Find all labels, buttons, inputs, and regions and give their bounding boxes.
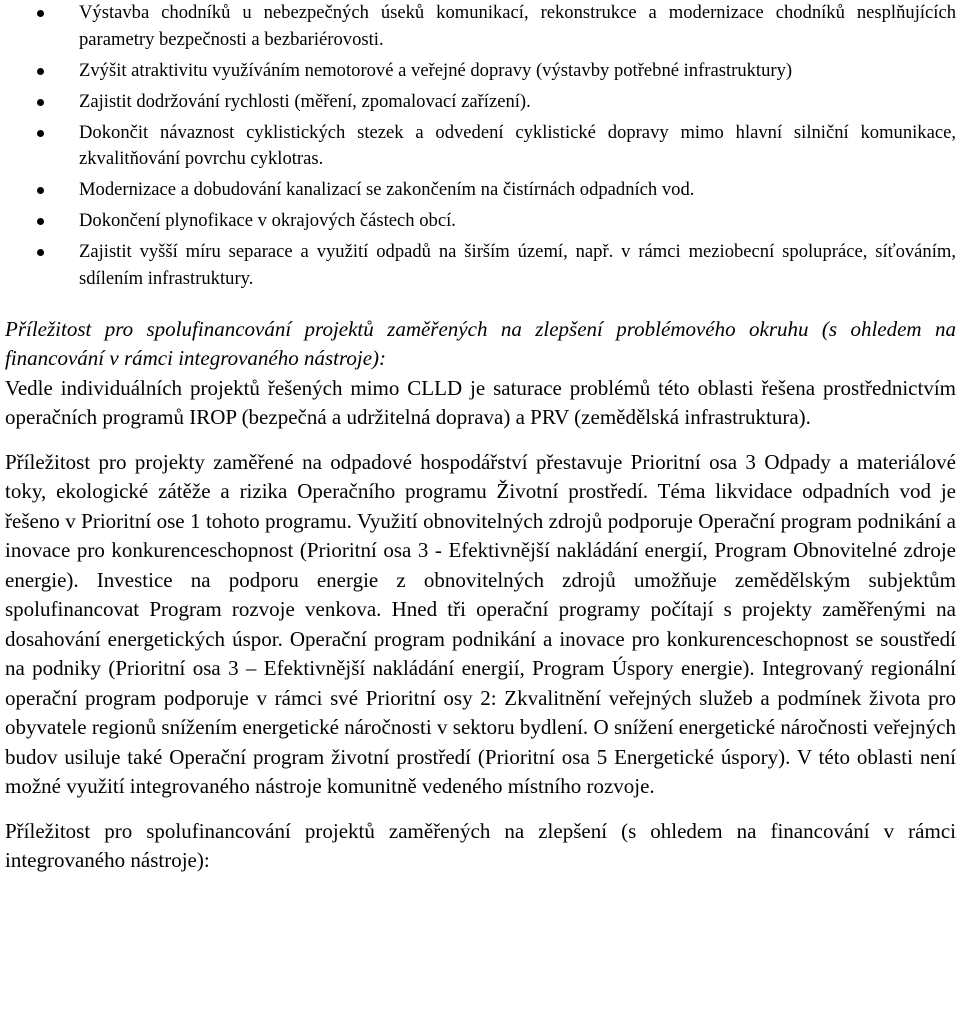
list-item xyxy=(5,58,956,85)
bullet-icon xyxy=(37,99,44,106)
bullet-icon xyxy=(37,10,44,17)
list-item xyxy=(5,120,956,173)
list-item xyxy=(5,177,956,204)
list-item xyxy=(5,0,956,53)
bullet-list xyxy=(5,0,956,292)
list-item-text: Zvýšit atraktivitu využíváním nemotorové a veřejné dopravy (výstavby potřebné infrastruktury) xyxy=(79,59,793,81)
list-item-text: Modernizace a dobudování kanalizací se zakončením na čistírnách odpadních vod. xyxy=(79,179,695,200)
list-item-text: Dokončení plynofikace v okrajových částech obcí. xyxy=(79,210,456,231)
section-waste-energy xyxy=(5,448,956,802)
section-body: Příležitost pro projekty zaměřené na odpadové hospodářství přestavuje Prioritní osa 3 Odpady a materiálové toky, ekologické zátěže a rizika Operačního programu Životní prostředí. Téma likvidace odpadních vod je řešeno v Prioritní ose 1 tohoto programu. Využití obnovitelných zdrojů podporuje Operační program podnikání a inovace pro konkurenceschopnost (Prioritní osa 3 - Efektivnější nakládání energií, Program Obnovitelné zdroje energie). Investice na podporu energie z obnovitelných zdrojů umožňuje zemědělským subjektům spolufinancovat Program rozvoje venkova. Hned tři operační programy počítají s projekty zaměřenými na dosahování energetických úspor. Operační program podnikání a inovace pro konkurenceschopnost se soustředí na podniky (Prioritní osa 3 – Efektivnější nakládání energií, Program Úspory energie). Integrovaný regionální operační program podporuje v rámci své Prioritní osy 2: Zkvalitnění veřejných služeb a podmínek života pro obyvatele regionů snížením energetické náročnosti v sektoru bydlení. O snížení energetické náročnosti veřejných budov usiluje také Operační program životní prostředí (Prioritní osa 5 Energetické úspory). V této oblasti není možné využití integrovaného nástroje komunitně vedeného místního rozvoje. xyxy=(5,449,956,798)
list-item-text: Zajistit vyšší míru separace a využití odpadů na širším území, např. v rámci meziobecní spolupráce, síťováním, sdílením infrastruktury. xyxy=(79,241,956,289)
list-item xyxy=(5,89,956,116)
list-item xyxy=(5,208,956,235)
list-item-text: Dokončit návaznost cyklistických stezek a odvedení cyklistické dopravy mimo hlavní silniční komunikace, zkvalitňování povrchu cyklotras. xyxy=(79,121,956,169)
section-body: Příležitost pro spolufinancování projektů zaměřených na zlepšení (s ohledem na financování v rámci integrovaného nástroje): xyxy=(5,818,956,872)
list-item xyxy=(5,239,956,292)
section-opportunity-cofinancing xyxy=(5,315,956,433)
bullet-icon xyxy=(37,187,44,194)
bullet-icon xyxy=(37,218,44,225)
document-page xyxy=(5,0,956,876)
section-opportunity-improvement xyxy=(5,817,956,876)
bullet-icon xyxy=(37,249,44,256)
list-item-text: Výstavba chodníků u nebezpečných úseků komunikací, rekonstrukce a modernizace chodníků nesplňujících parametry bezpečnosti a bezbariérovosti. xyxy=(79,2,956,50)
list-item-text: Zajistit dodržování rychlosti (měření, zpomalovací zařízení). xyxy=(79,90,531,112)
section-body: Vedle individuálních projektů řešených mimo CLLD je saturace problémů této oblasti řešena prostřednictvím operačních programů IROP (bezpečná a udržitelná doprava) a PRV (zemědělská infrastruktura). xyxy=(5,375,956,429)
bullet-icon xyxy=(37,68,44,75)
bullet-icon xyxy=(37,130,44,137)
section-heading: Příležitost pro spolufinancování projektů zaměřených na zlepšení problémového okruhu (s ohledem na financování v rámci integrovaného nástroje): xyxy=(5,316,956,370)
